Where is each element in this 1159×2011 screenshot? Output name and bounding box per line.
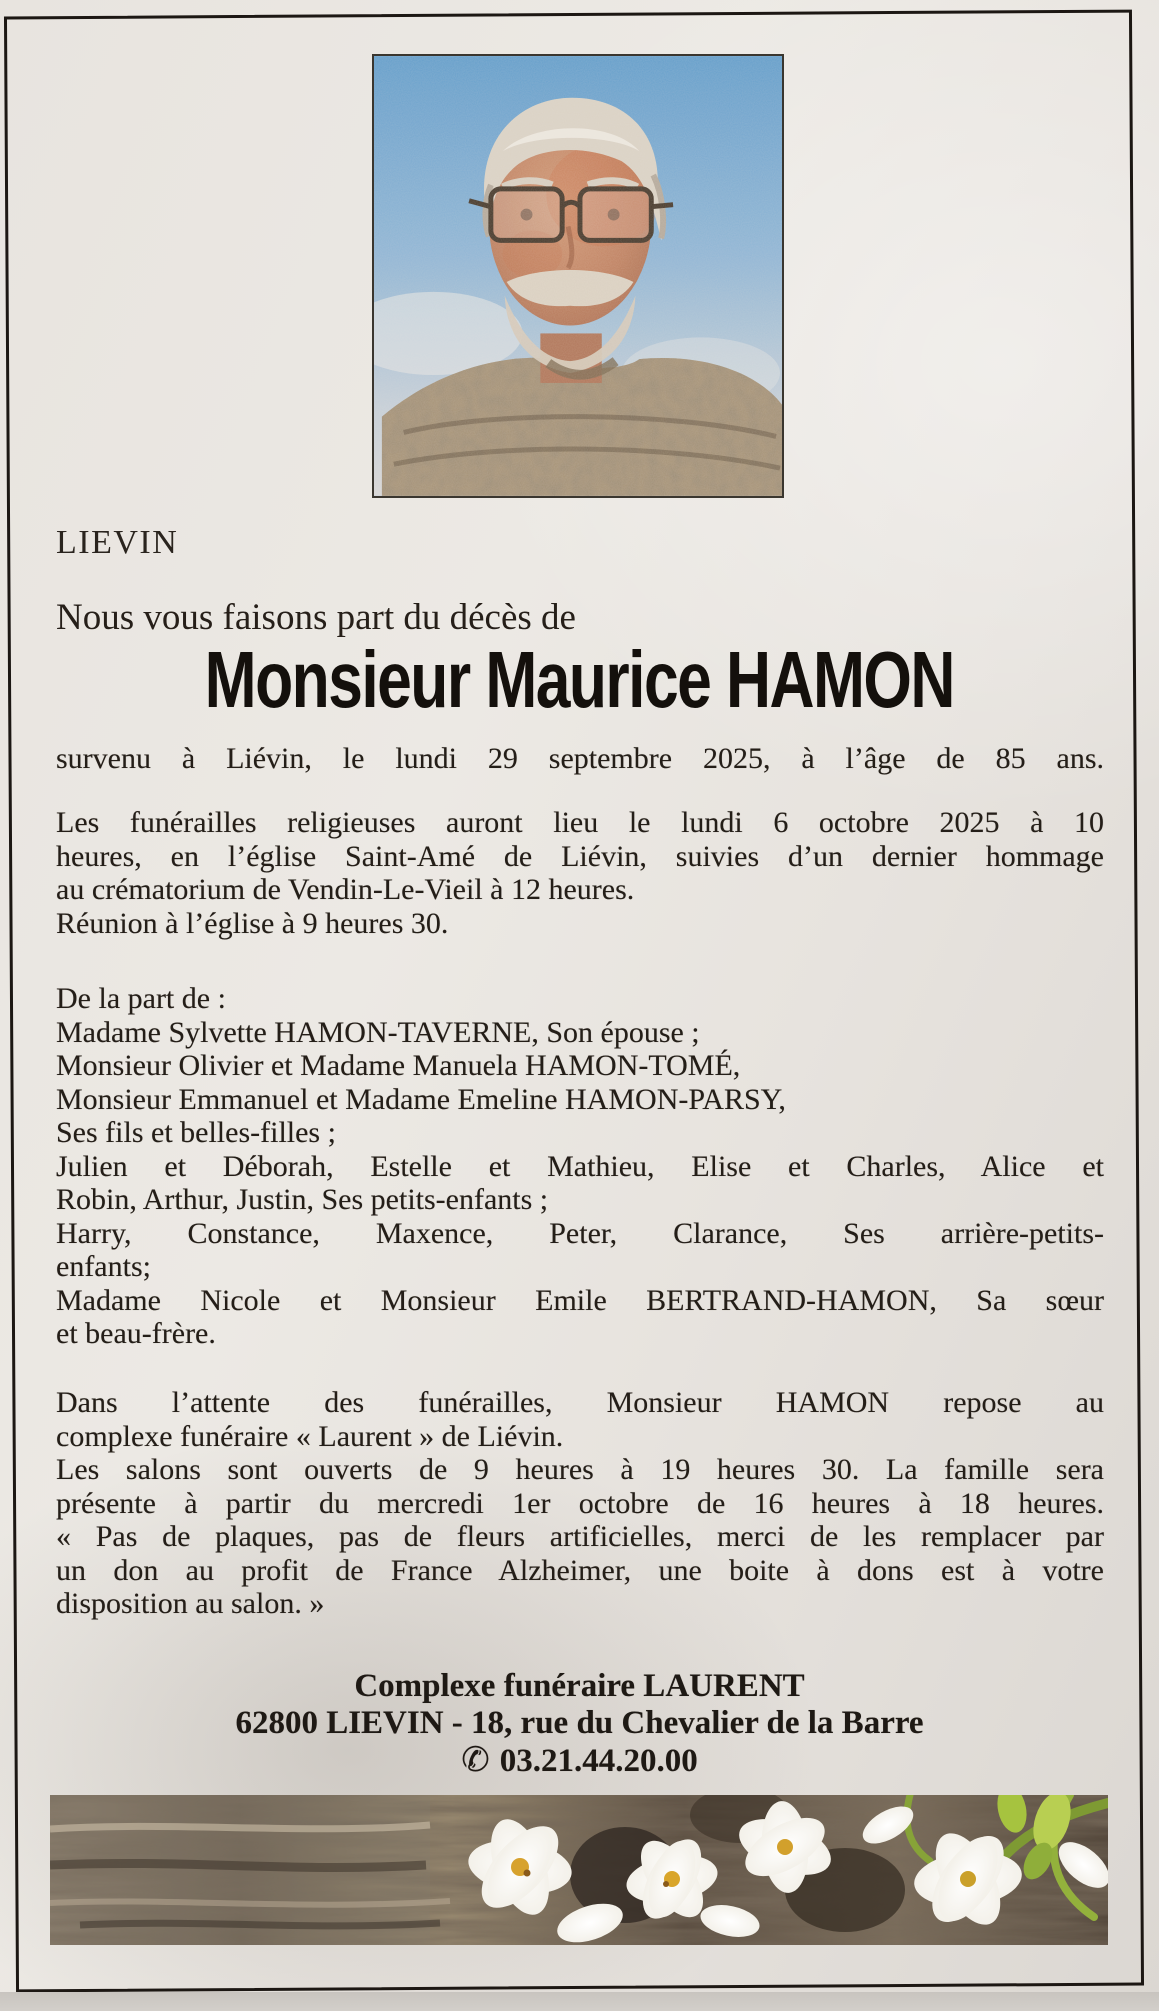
text-line: Réunion à l’église à 9 heures 30. xyxy=(56,906,449,940)
text-line: « Pas de plaques, pas de fleurs artificielles, merci de les remplacer par xyxy=(56,1520,1104,1553)
text-line: Les salons sont ouverts de 9 heures à 19 heures 30. La famille sera xyxy=(56,1453,1104,1486)
portrait-photo xyxy=(372,54,784,498)
text-line: survenu à Liévin, le lundi 29 septembre 2025, à l’âge de 85 ans. xyxy=(56,742,1104,775)
repose-paragraph xyxy=(56,1386,1104,1621)
scan-edge xyxy=(0,1992,1159,2011)
text-line: Ses fils et belles-filles ; xyxy=(56,1116,336,1149)
death-date-paragraph xyxy=(56,742,1104,776)
text-line: Madame Nicole et Monsieur Emile BERTRAND-HAMON, Sa sœur xyxy=(56,1283,1104,1317)
text-line: Madame Sylvette HAMON-TAVERNE, Son épouse ; xyxy=(56,1015,700,1049)
text-line: Les funérailles religieuses auront lieu le lundi 6 octobre 2025 à 10 xyxy=(56,806,1104,839)
text-line: un don au profit de France Alzheimer, une boite à dons est à votre xyxy=(56,1553,1104,1587)
text-line: présente à partir du mercredi 1er octobre de 16 heures à 18 heures. xyxy=(56,1486,1104,1520)
text-line: enfants; xyxy=(56,1250,151,1283)
text-line: complexe funéraire « Laurent » de Liévin. xyxy=(56,1419,564,1453)
text-line: disposition au salon. » xyxy=(56,1587,325,1620)
funeral-home-footer xyxy=(0,1668,1159,1780)
funeral-home-name: Complexe funéraire LAURENT xyxy=(354,1668,805,1704)
text-line: heures, en l’église Saint-Amé de Liévin, suivies d’un dernier hommage xyxy=(56,839,1104,873)
funeral-paragraph xyxy=(56,806,1104,940)
phone-number: 03.21.44.20.00 xyxy=(499,1743,698,1779)
family-paragraph xyxy=(56,982,1104,1351)
text-line: et beau-frère. xyxy=(56,1317,216,1350)
portrait-illustration xyxy=(374,56,782,496)
orchids-on-wood-illustration xyxy=(50,1795,1108,1945)
text-line: Julien et Déborah, Estelle et Mathieu, Elise et Charles, Alice et xyxy=(56,1149,1104,1183)
funeral-home-address: 62800 LIEVIN - 18, rue du Chevalier de la Barre xyxy=(235,1705,924,1741)
text-line: Harry, Constance, Maxence, Peter, Clarance, Ses arrière-petits- xyxy=(56,1216,1104,1250)
text-line: Monsieur Olivier et Madame Manuela HAMON-TOMÉ, xyxy=(56,1049,741,1082)
deceased-name-row xyxy=(0,630,1159,730)
text-line: au crématorium de Vendin-Le-Vieil à 12 heures. xyxy=(56,873,635,906)
deceased-name: Monsieur Maurice HAMON xyxy=(204,635,955,724)
text-line: Monsieur Emmanuel et Madame Emeline HAMON-PARSY, xyxy=(56,1082,786,1116)
text-line: Dans l’attente des funérailles, Monsieur HAMON repose au xyxy=(56,1386,1104,1419)
text-line: De la part de : xyxy=(56,982,226,1015)
flower-banner xyxy=(50,1795,1108,1945)
phone-icon: ✆ xyxy=(461,1740,490,1780)
phone-row xyxy=(0,1742,1159,1780)
text-line: Robin, Arthur, Justin, Ses petits-enfants ; xyxy=(56,1183,549,1216)
intro-line: Nous vous faisons part du décès de xyxy=(56,597,576,638)
city-label: LIEVIN xyxy=(56,524,179,561)
